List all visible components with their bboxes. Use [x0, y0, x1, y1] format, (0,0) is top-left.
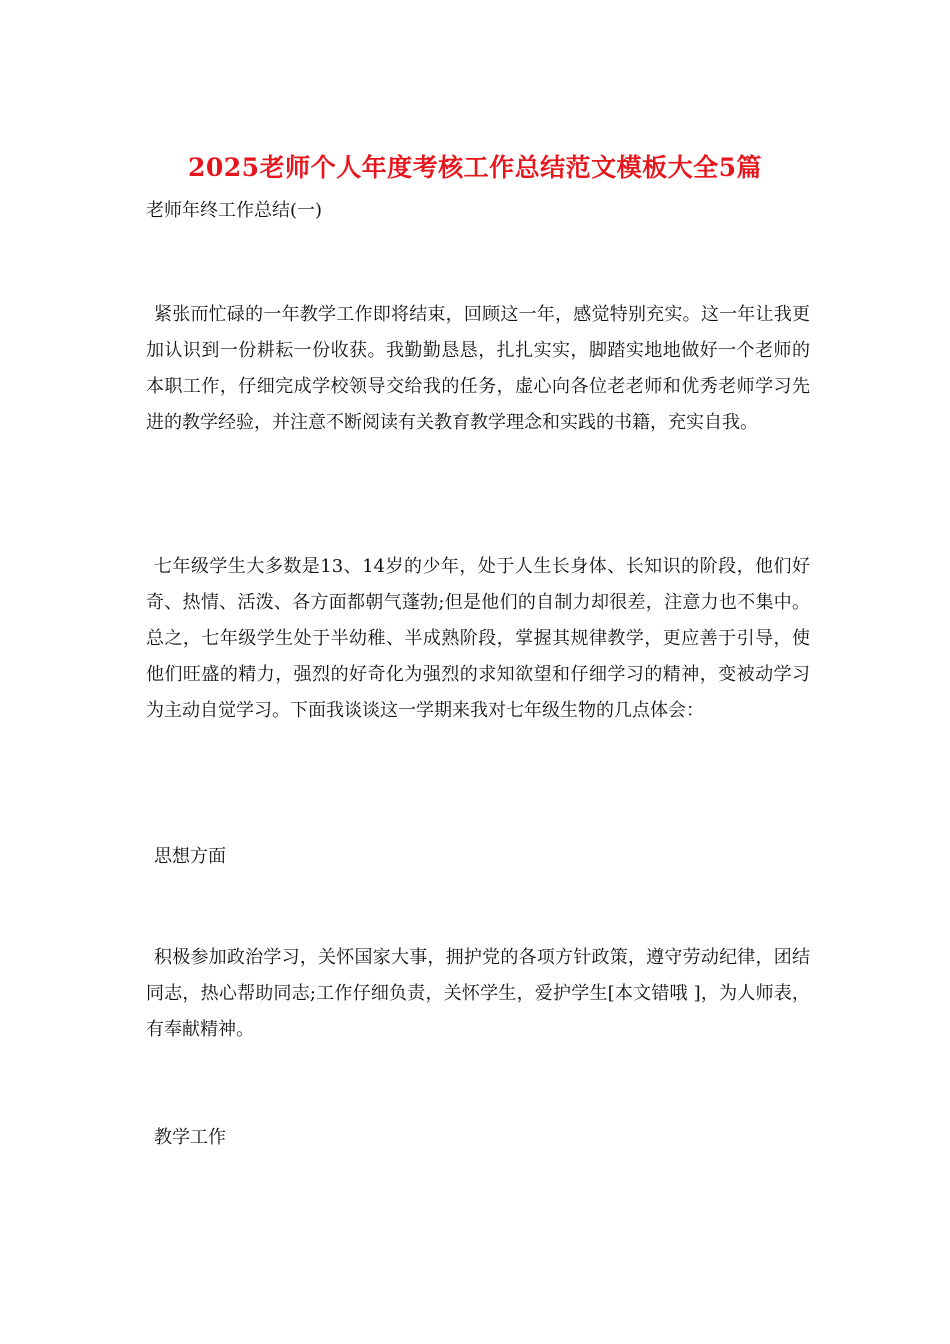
section-heading-teaching: 教学工作 — [154, 1127, 226, 1148]
section-heading-thought: 思想方面 — [154, 846, 226, 867]
document-title: 2025老师个人年度考核工作总结范文模板大全5篇 — [188, 153, 762, 182]
paragraph-intro: 紧张而忙碌的一年教学工作即将结束，回顾这一年，感觉特别充实。这一年让我更加认识到一份耕耘一份收获。我勤勤恳恳，扎扎实实，脚踏实地地做好一个老师的本职工作，仔细完成学校领导交给我的任务，虚心向各位老老师和优秀老师学习先进的教学经验，并注意不断阅读有关教育教学理念和实践的书籍，充实自我。 — [146, 304, 810, 433]
paragraph-students: 七年级学生大多数是13、14岁的少年，处于人生长身体、长知识的阶段，他们好奇、热情、活泼、各方面都朝气蓬勃;但是他们的自制力却很差，注意力也不集中。总之，七年级学生处于半幼稚、半成熟阶段，掌握其规律教学，更应善于引导，使他们旺盛的精力，强烈的好奇化为强烈的求知欲望和仔细学习的精神，变被动学习为主动自觉学习。下面我谈谈这一学期来我对七年级生物的几点体会： — [146, 556, 810, 721]
paragraph-thought: 积极参加政治学习，关怀国家大事，拥护党的各项方针政策，遵守劳动纪律，团结同志，热心帮助同志;工作仔细负责，关怀学生，爱护学生[本文错哦 ]，为人师表，有奉献精神。 — [146, 947, 810, 1040]
document-subtitle: 老师年终工作总结(一) — [146, 200, 323, 221]
